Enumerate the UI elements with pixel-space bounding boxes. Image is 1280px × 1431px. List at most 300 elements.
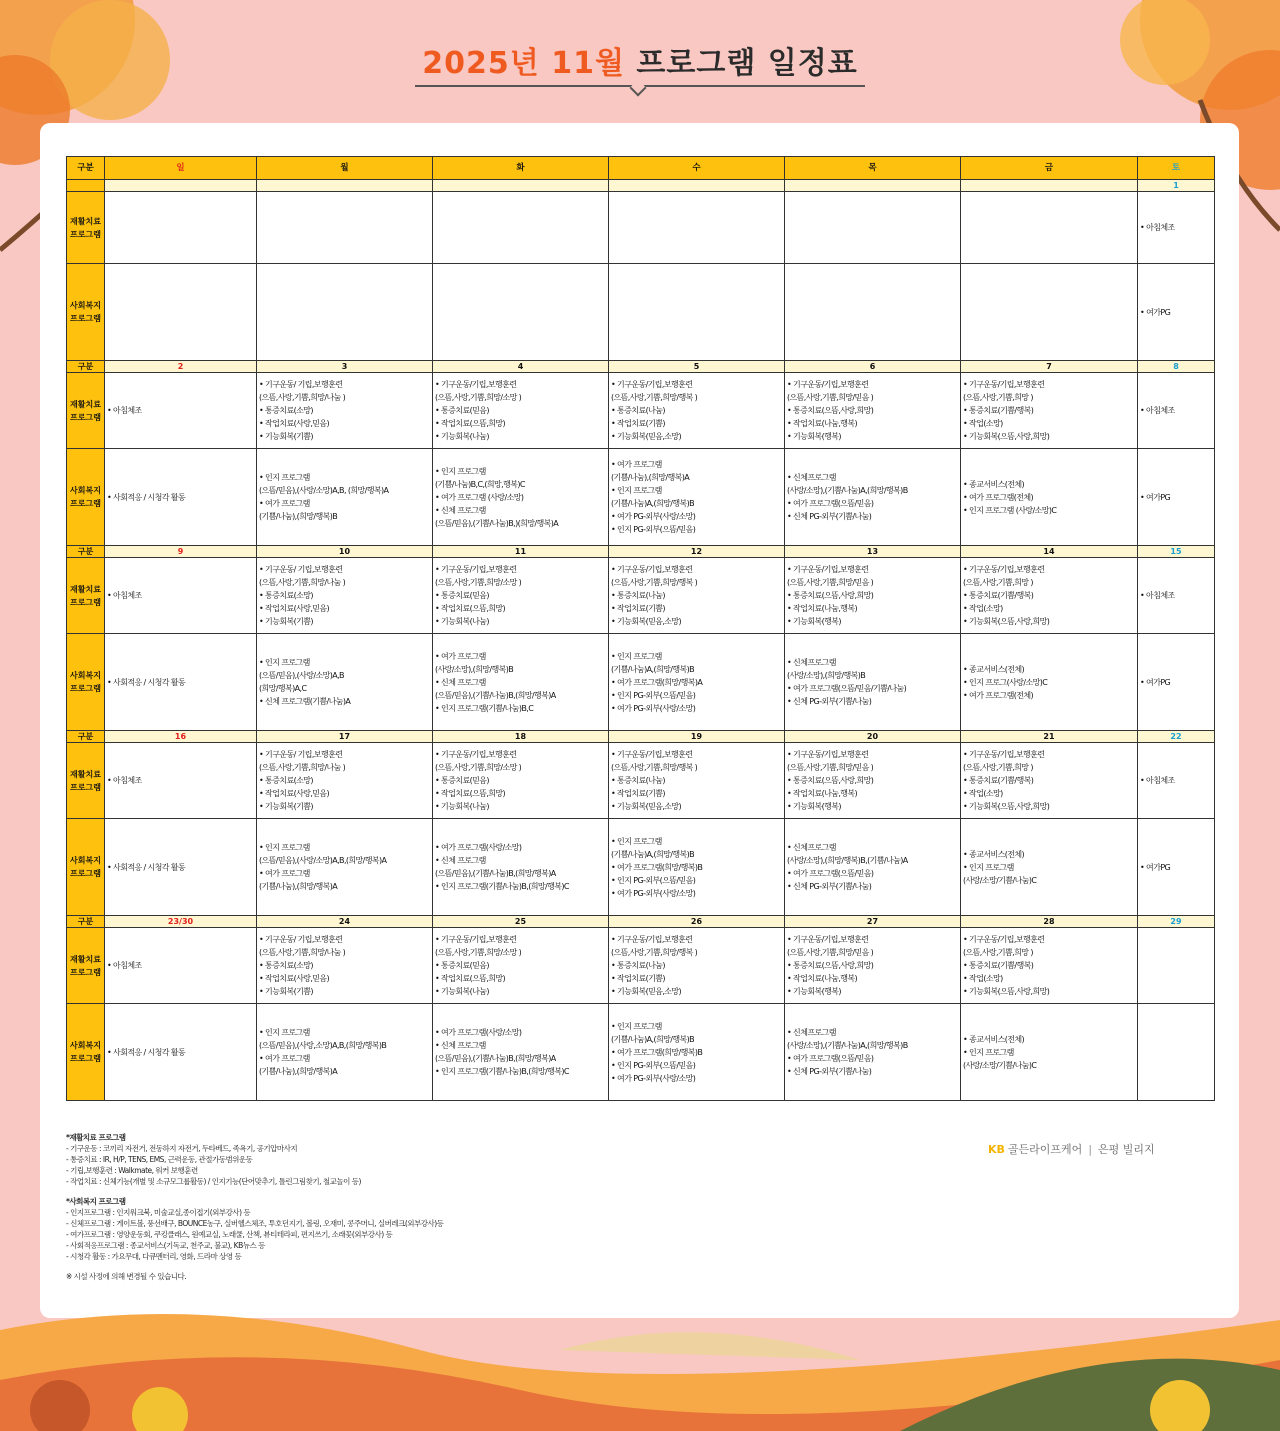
- program-item: • 통증치료(기쁨/행복): [963, 961, 1034, 970]
- rehab-program-row: [67, 558, 1215, 634]
- week-label: 구분: [67, 731, 105, 743]
- program-item: • 기구운동/ 기립,보행훈련: [259, 380, 343, 389]
- program-item: • 기구운동/기립,보행훈련: [787, 750, 869, 759]
- program-item: • 기구운동/기립,보행훈련: [611, 565, 693, 574]
- program-item: • 작업(소망): [963, 974, 1003, 983]
- program-item: • 기구운동/기립,보행훈련: [963, 565, 1045, 574]
- logo-brand: 골든라이프케어: [1007, 1143, 1083, 1156]
- week-label: 구분: [67, 916, 105, 928]
- social-note: - 인지프로그램 : 인지워크북, 미술교실,종이접기(외부강사) 등: [66, 1208, 251, 1217]
- schedule-cell: [105, 373, 257, 449]
- schedule-cell: [1138, 819, 1215, 916]
- schedule-cell: [1138, 449, 1215, 546]
- schedule-cell: [433, 192, 609, 264]
- day-number: 16: [105, 731, 257, 743]
- day-number: [609, 180, 785, 192]
- program-item: • 신체 PG-외부(기쁨/나눔): [787, 1067, 872, 1076]
- program-item: • 아침체조: [1140, 406, 1175, 415]
- program-item: (으뜸,사랑,기쁨,희망/믿음 ): [787, 763, 874, 772]
- program-item: • 통증치료(소망): [259, 961, 313, 970]
- day-number: 25: [433, 916, 609, 928]
- program-item: • 여가 프로그램(희망/행복)B: [611, 862, 703, 872]
- program-item: (으뜸,사랑,기쁨,희망 ): [963, 948, 1033, 957]
- program-item: • 종교서비스(전체): [963, 849, 1024, 859]
- header-category: 구분: [67, 157, 105, 180]
- program-item: (으뜸,사랑,기쁨,희망/행복 ): [611, 393, 698, 402]
- schedule-cell: [257, 264, 433, 361]
- program-item: (으뜸,사랑,기쁨,희망/믿음 ): [787, 948, 874, 957]
- program-notes: [66, 1132, 666, 1282]
- day-number: 5: [609, 361, 785, 373]
- program-item: • 신체 프로그램: [435, 677, 486, 687]
- program-item: • 아침체조: [1140, 223, 1175, 232]
- program-item: • 여가 프로그램(사랑/소망): [435, 843, 522, 852]
- program-item: (기쁨/나눔)A,(희망/행복)B: [611, 1034, 695, 1044]
- program-item: • 여가 프로그램(으뜸/믿음): [787, 869, 874, 878]
- program-item: (으뜸,사랑,기쁨,희망/나눔 ): [259, 578, 346, 587]
- bullet-icon: •: [1140, 223, 1145, 232]
- program-item: • 신체 프로그램: [435, 856, 486, 865]
- schedule-cell: [105, 449, 257, 546]
- program-item: • 여가 프로그램(희망/행복)B: [611, 1047, 703, 1057]
- program-item: • 인지 프로그램 (사랑/소망)C: [963, 505, 1057, 515]
- schedule-cell: [961, 192, 1138, 264]
- schedule-cell: [257, 449, 433, 546]
- week-date-row: [67, 546, 1215, 558]
- program-item: (사랑/소망/기쁨/나눔)C: [963, 875, 1037, 885]
- program-item: • 기구운동/기립,보행훈련: [963, 380, 1045, 389]
- schedule-cell: [785, 634, 961, 731]
- program-item: • 기능회복(믿음,소망): [611, 432, 682, 441]
- program-item: (으뜸,사랑,기쁨,희망/나눔 ): [259, 948, 346, 957]
- program-item: • 아침체조: [107, 591, 142, 600]
- program-item: • 여가 프로그램: [611, 460, 662, 469]
- program-item: (기쁨/나눔),(희망/행복)A: [611, 473, 690, 482]
- rehab-note: - 기구운동 : 코끼리 자전거, 전동하지 자전거, 두타베드, 족욕기, 공기압마사지: [66, 1144, 298, 1153]
- program-item: • 인지 프로그램(기쁨/나눔)B,(희망/행복)C: [435, 1067, 569, 1076]
- program-item: • 인지 프로그램(기쁨/나눔)B,C: [435, 703, 534, 713]
- schedule-cell: [961, 558, 1138, 634]
- schedule-cell: [433, 634, 609, 731]
- program-item: (으뜸,사랑,기쁨,희망 ): [963, 578, 1033, 587]
- program-item: • 여가 프로그램(으뜸/믿음): [787, 1054, 874, 1063]
- program-item: • 여가 PG-외부(사랑/소망): [611, 888, 696, 898]
- program-item: • 기능회복(행복): [787, 432, 841, 441]
- program-item: • 작업치료(으뜸,희망): [435, 419, 506, 428]
- social-note: - 여가프로그램 : 영양운동회, 쿠킹클래스, 원예교실, 노래쿨, 산책, 뷰티테라피, 편지쓰기, 소래꽃(외부강사) 등: [66, 1230, 393, 1239]
- program-item: • 여가 PG-외부(사랑/소망): [611, 1073, 696, 1083]
- schedule-cell: [785, 449, 961, 546]
- program-item: • 기구운동/ 기립,보행훈련: [259, 565, 343, 574]
- program-item: • 기능회복(기쁨): [259, 987, 313, 996]
- row-category-label: 재활치료 프로그램: [67, 373, 105, 449]
- program-item: • 여가 PG-외부(사랑/소망): [611, 703, 696, 713]
- program-item: • 기구운동/기립,보행훈련: [963, 935, 1045, 944]
- program-item: • 작업치료(으뜸,희망): [435, 789, 506, 798]
- program-item: • 인지 프로그램: [435, 466, 486, 476]
- program-item: • 기구운동/기립,보행훈련: [787, 380, 869, 389]
- schedule-cell: [433, 928, 609, 1004]
- row-category-label: 사회복지 프로그램: [67, 1004, 105, 1101]
- program-item: • 기능회복(으뜸,사랑,희망): [963, 987, 1050, 996]
- rehab-note: - 작업치료 : 신체기능(개별 및 소규모그룹활동) / 인지기능(단어맞추기, 틀린그림찾기, 철교놀이 등): [66, 1177, 361, 1186]
- title-area: [415, 40, 865, 96]
- schedule-cell: [105, 928, 257, 1004]
- program-item: • 아침체조: [1140, 776, 1175, 785]
- program-item: • 신체프로그램: [787, 843, 836, 852]
- program-item: • 인지 PG-외부(으뜸/믿음): [611, 1060, 696, 1070]
- program-item: • 기구운동/기립,보행훈련: [787, 935, 869, 944]
- schedule-cell: [785, 558, 961, 634]
- header-weekday: 토: [1138, 157, 1215, 180]
- program-item: • 작업치료(기쁨): [611, 419, 665, 428]
- program-item: • 종교서비스(전체): [963, 664, 1024, 674]
- program-item: • 통증치료(믿음): [435, 961, 489, 970]
- program-item: • 종교서비스(전체): [963, 479, 1024, 489]
- rehab-program-row: [67, 743, 1215, 819]
- social-program-row: [67, 819, 1215, 916]
- program-item: • 통증치료(믿음): [435, 776, 489, 785]
- program-item: (으뜸/믿음),(기쁨/나눔)B,)(희망/행복)A: [435, 518, 559, 528]
- social-notes-heading: *사회복지 프로그램: [66, 1197, 126, 1206]
- row-category-label: 사회복지 프로그램: [67, 819, 105, 916]
- day-number: 13: [785, 546, 961, 558]
- program-item: • 기구운동/기립,보행훈련: [435, 750, 517, 759]
- program-item: • 기구운동/기립,보행훈련: [611, 380, 693, 389]
- program-item: • 인지 프로그램: [259, 658, 310, 667]
- program-item: • 통증치료(소망): [259, 591, 313, 600]
- logo-separator: |: [1088, 1143, 1093, 1156]
- row-category-label: 사회복지 프로그램: [67, 634, 105, 731]
- program-item: • 사회적응 / 시청각 활동: [107, 862, 186, 872]
- day-number: 4: [433, 361, 609, 373]
- program-item: (으뜸,사랑,기쁨,희망/소망 ): [435, 578, 522, 587]
- header-weekday: 화: [433, 157, 609, 180]
- day-number: 14: [961, 546, 1138, 558]
- schedule-cell: [433, 743, 609, 819]
- program-item: (으뜸,사랑,기쁨,희망/믿음 ): [787, 393, 874, 402]
- rehab-note: - 통증치료 : IR, H/P, TENS, EMS, 근력운동, 관절가동범위운동: [66, 1155, 253, 1164]
- program-item: (사랑/소망),(기쁨/나눔)A,(희망/행복)B: [787, 486, 908, 495]
- rehab-program-row: [67, 373, 1215, 449]
- schedule-cell: [257, 558, 433, 634]
- program-item: • 사회적응 / 시청각 활동: [107, 1047, 186, 1057]
- logo-village: 은평 빌리지: [1098, 1143, 1155, 1156]
- program-item: (사랑/소망),(희망/행복)B: [787, 671, 866, 680]
- week-label: 구분: [67, 546, 105, 558]
- program-item: • 통증치료(기쁨/행복): [963, 776, 1034, 785]
- schedule-cell: [961, 1004, 1138, 1101]
- day-number: 3: [257, 361, 433, 373]
- program-item: • 인지 프로그램(기쁨/나눔)B,(희망/행복)C: [435, 882, 569, 891]
- program-item: (사랑/소망),(희망/행복)B,(기쁨/나눔)A: [787, 856, 908, 865]
- program-item: • 작업치료(사랑,믿음): [259, 974, 330, 983]
- title-month: 2025년 11월: [422, 46, 625, 81]
- row-category-label: 재활치료 프로그램: [67, 928, 105, 1004]
- program-item: • 기능회복(기쁨): [259, 617, 313, 626]
- schedule-cell: [1138, 264, 1215, 361]
- schedule-cell: [257, 634, 433, 731]
- program-item: • 여가 프로그램(사랑/소망): [435, 1028, 522, 1037]
- program-item: • 작업치료(나눔,행복): [787, 604, 858, 613]
- program-item: (으뜸,사랑,기쁨,희망/소망 ): [435, 763, 522, 772]
- program-item: • 기구운동/기립,보행훈련: [435, 935, 517, 944]
- program-item: • 신체프로그램: [787, 1028, 836, 1037]
- program-item: • 여가PG: [1140, 677, 1171, 687]
- day-number: 27: [785, 916, 961, 928]
- program-item: • 기능회복(믿음,소망): [611, 987, 682, 996]
- program-item: • 기구운동/기립,보행훈련: [611, 935, 693, 944]
- rehab-note: - 기립,보행훈련 : Walkmate, 워커 보행훈련: [66, 1166, 198, 1175]
- program-item: • 신체프로그램: [787, 658, 836, 667]
- program-item: • 여가 프로그램: [435, 651, 486, 661]
- header-weekday: 수: [609, 157, 785, 180]
- program-item: • 인지 프로그램: [259, 1028, 310, 1037]
- schedule-cell: [433, 819, 609, 916]
- day-number: 10: [257, 546, 433, 558]
- program-item: • 아침체조: [107, 776, 142, 785]
- program-item: • 여가 프로그램(전체): [963, 492, 1034, 502]
- schedule-cell: [609, 192, 785, 264]
- program-item: • 인지 프로그램: [611, 486, 662, 495]
- schedule-cell: [105, 558, 257, 634]
- program-item: (으뜸/믿음),(사랑/소망)A,B: [259, 671, 344, 680]
- day-number: 8: [1138, 361, 1215, 373]
- day-number: 18: [433, 731, 609, 743]
- schedule-cell: [785, 373, 961, 449]
- program-item: (기쁨/나눔),(희망/행복)A: [259, 882, 338, 891]
- schedule-cell: [433, 558, 609, 634]
- schedule-cell: [961, 634, 1138, 731]
- program-item: • 인지 PG-외부(으뜸/믿음): [611, 690, 696, 700]
- program-item: • 작업치료(나눔,행복): [787, 789, 858, 798]
- schedule-cell: [961, 743, 1138, 819]
- schedule-cell: [105, 819, 257, 916]
- program-item: • 여가 프로그램 (사랑/소망): [435, 492, 524, 502]
- program-item: • 신체프로그램: [787, 473, 836, 482]
- program-item: • 기능회복(믿음,소망): [611, 802, 682, 811]
- program-item: • 인지 프로그램: [259, 843, 310, 852]
- schedule-cell: [1138, 928, 1215, 1004]
- schedule-cell: [961, 264, 1138, 361]
- program-item: • 작업치료(으뜸,희망): [435, 974, 506, 983]
- program-item: • 인지 프로그램: [611, 651, 662, 661]
- schedule-cell: [257, 1004, 433, 1101]
- day-number: 11: [433, 546, 609, 558]
- program-item: • 아침체조: [107, 961, 142, 970]
- schedule-cell: [1138, 634, 1215, 731]
- program-item: • 통증치료(으뜸,사랑,희망): [787, 406, 874, 415]
- schedule-cell: [433, 373, 609, 449]
- day-number: 23/30: [105, 916, 257, 928]
- social-program-row: [67, 1004, 1215, 1101]
- row-category-label: 재활치료 프로그램: [67, 558, 105, 634]
- header-weekday: 월: [257, 157, 433, 180]
- program-item: • 기구운동/기립,보행훈련: [787, 565, 869, 574]
- program-item: (으뜸,사랑,기쁨,희망/나눔 ): [259, 393, 346, 402]
- program-item: • 기능회복(나눔): [435, 617, 489, 626]
- row-category-label: 사회복지 프로그램: [67, 449, 105, 546]
- social-note: - 사회적응프로그램 : 종교서비스(기독교, 천주교, 불교), KB뉴스 등: [66, 1241, 265, 1250]
- day-number: 2: [105, 361, 257, 373]
- schedule-cell: [609, 449, 785, 546]
- program-item: • 신체 PG-외부(기쁨/나눔): [787, 697, 872, 706]
- day-number: 28: [961, 916, 1138, 928]
- schedule-cell: [609, 558, 785, 634]
- program-item: • 작업(소망): [963, 789, 1003, 798]
- bullet-icon: •: [1140, 307, 1145, 317]
- day-number: 6: [785, 361, 961, 373]
- program-item: • 작업(소망): [963, 419, 1003, 428]
- schedule-cell: [1138, 558, 1215, 634]
- program-item: (기쁨/나눔)A,(희망/행복)B: [611, 664, 695, 674]
- program-item: • 기능회복(기쁨): [259, 802, 313, 811]
- schedule-cell: [609, 743, 785, 819]
- program-item: • 아침체조: [1140, 591, 1175, 600]
- program-item: • 여가 프로그램(전체): [963, 690, 1034, 700]
- header-weekday: 목: [785, 157, 961, 180]
- program-item: • 여가PG: [1140, 862, 1171, 872]
- program-item: (으뜸,사랑,기쁨,희망/나눔 ): [259, 763, 346, 772]
- program-item: • 인지 프로그램: [259, 473, 310, 482]
- row-category-label: 재활치료 프로그램: [67, 743, 105, 819]
- program-item: • 인지 프로그(사랑/소망)C: [963, 677, 1048, 687]
- program-item: • 신체 PG-외부(기쁨/나눔): [787, 512, 872, 521]
- day-number: 20: [785, 731, 961, 743]
- social-note: - 시청각 활동 : 가요무대, 다큐멘터리, 영화, 드라마 상영 등: [66, 1252, 242, 1261]
- program-item: • 작업치료(기쁨): [611, 974, 665, 983]
- schedule-cell: [433, 264, 609, 361]
- program-item: (사랑/소망),(기쁨/나눔)A,(희망/행복)B: [787, 1041, 908, 1050]
- day-number: 1: [1138, 180, 1215, 192]
- week-date-row: [67, 731, 1215, 743]
- schedule-cell: [105, 634, 257, 731]
- program-item: • 통증치료(기쁨/행복): [963, 591, 1034, 600]
- week-date-row: [67, 916, 1215, 928]
- day-number: [785, 180, 961, 192]
- schedule-cell: [961, 928, 1138, 1004]
- program-item: • 통증치료(나눔): [611, 776, 665, 785]
- program-item: • 기능회복(나눔): [435, 802, 489, 811]
- schedule-cell: [785, 264, 961, 361]
- program-item: • 통증치료(소망): [259, 776, 313, 785]
- program-item: • 인지 프로그램: [611, 836, 662, 846]
- program-item: • 신체 프로그램: [435, 1041, 486, 1050]
- program-item: (으뜸,사랑,기쁨,희망/소망 ): [435, 393, 522, 402]
- schedule-cell: [433, 1004, 609, 1101]
- footnote: ※ 시설 사정에 의해 변경될 수 있습니다.: [66, 1272, 187, 1281]
- schedule-cell: [105, 743, 257, 819]
- social-note: - 신체프로그램 : 게이트볼, 풍선배구, BOUNCE농구, 실버헬스체조, 투호던지기, 볼링, 오재미, 콩주머니, 실버레크(외부강사)등: [66, 1219, 444, 1228]
- program-item: • 여가 프로그램: [259, 499, 310, 508]
- schedule-table: [66, 156, 1215, 1101]
- program-item: • 여가 프로그램: [259, 1054, 310, 1063]
- schedule-cell: [961, 819, 1138, 916]
- program-item: • 작업치료(사랑,믿음): [259, 604, 330, 613]
- day-number: [257, 180, 433, 192]
- row-category-label: 재활치료 프로그램: [67, 192, 105, 264]
- program-item: • 기구운동/기립,보행훈련: [611, 750, 693, 759]
- program-item: (으뜸/믿음),(기쁨/나눔)B,(희망/행복)A: [435, 690, 556, 700]
- program-item: • 통증치료(기쁨/행복): [963, 406, 1034, 415]
- program-item: (으뜸,사랑,기쁨,희망/행복 ): [611, 948, 698, 957]
- program-item: • 기구운동/ 기립,보행훈련: [259, 935, 343, 944]
- program-item: • 아침체조: [107, 406, 142, 415]
- program-item: (사랑/소망/기쁨/나눔)C: [963, 1060, 1037, 1070]
- schedule-cell: [609, 634, 785, 731]
- program-item: • 여가PG: [1140, 307, 1171, 317]
- social-program-row: [67, 449, 1215, 546]
- schedule-cell: [785, 819, 961, 916]
- kb-mark: KB: [988, 1143, 1005, 1156]
- day-number: 9: [105, 546, 257, 558]
- program-item: (으뜸,사랑,기쁨,희망 ): [963, 393, 1033, 402]
- program-item: • 종교서비스(전체): [963, 1034, 1024, 1044]
- program-item: • 기구운동/기립,보행훈련: [435, 380, 517, 389]
- program-item: • 사회적응 / 시청각 활동: [107, 677, 186, 687]
- social-program-row: [67, 634, 1215, 731]
- program-item: • 여가 PG-외부(사랑/소망): [611, 512, 696, 521]
- header-weekday: 일: [105, 157, 257, 180]
- schedule-cell: [1138, 1004, 1215, 1101]
- program-item: (으뜸/믿음),(기쁨/나눔)B,(희망/행복)A: [435, 1054, 556, 1063]
- program-item: • 기능회복(믿음,소망): [611, 617, 682, 626]
- program-item: (희망/행복)A,C: [259, 684, 307, 693]
- rehab-program-row: [67, 928, 1215, 1004]
- day-number: 15: [1138, 546, 1215, 558]
- schedule-cell: [433, 449, 609, 546]
- day-number: [433, 180, 609, 192]
- program-item: • 기능회복(행복): [787, 987, 841, 996]
- schedule-cell: [609, 264, 785, 361]
- schedule-cell: [785, 192, 961, 264]
- schedule-cell: [1138, 743, 1215, 819]
- schedule-cell: [609, 928, 785, 1004]
- program-item: • 작업치료(사랑,믿음): [259, 789, 330, 798]
- program-item: • 기능회복(으뜸,사랑,희망): [963, 617, 1050, 626]
- program-item: • 여가PG: [1140, 492, 1171, 502]
- schedule-cell: [257, 819, 433, 916]
- schedule-cell: [961, 373, 1138, 449]
- schedule-cell: [105, 192, 257, 264]
- rehab-notes-heading: *재활치료 프로그램: [66, 1133, 126, 1142]
- program-item: (으뜸,사랑,기쁨,희망/소망 ): [435, 948, 522, 957]
- schedule-cell: [609, 373, 785, 449]
- day-number: 22: [1138, 731, 1215, 743]
- day-number: 21: [961, 731, 1138, 743]
- program-item: • 통증치료(믿음): [435, 591, 489, 600]
- program-item: • 통증치료(나눔): [611, 406, 665, 415]
- program-item: • 작업치료(으뜸,희망): [435, 604, 506, 613]
- program-item: (기쁨/나눔),(희망/행복)A: [259, 1067, 338, 1076]
- day-number: 19: [609, 731, 785, 743]
- program-item: • 여가 프로그램(으뜸/믿음): [787, 499, 874, 508]
- social-program-row: [67, 264, 1215, 361]
- hills-illustration: [0, 1290, 1280, 1431]
- program-item: • 통증치료(으뜸,사랑,희망): [787, 591, 874, 600]
- header-weekday: 금: [961, 157, 1138, 180]
- week-label: 구분: [67, 361, 105, 373]
- day-number: 12: [609, 546, 785, 558]
- program-item: (으뜸/믿음),(기쁨/나눔)B,(희망/행복)A: [435, 869, 556, 878]
- program-item: (으뜸,사랑,기쁨,희망/행복 ): [611, 578, 698, 587]
- program-item: (으뜸,사랑,기쁨,희망/믿음 ): [787, 578, 874, 587]
- program-item: • 통증치료(나눔): [611, 591, 665, 600]
- title-text: 프로그램 일정표: [636, 46, 858, 81]
- program-item: • 인지 프로그램: [611, 1021, 662, 1031]
- schedule-cell: [785, 928, 961, 1004]
- schedule-cell: [257, 743, 433, 819]
